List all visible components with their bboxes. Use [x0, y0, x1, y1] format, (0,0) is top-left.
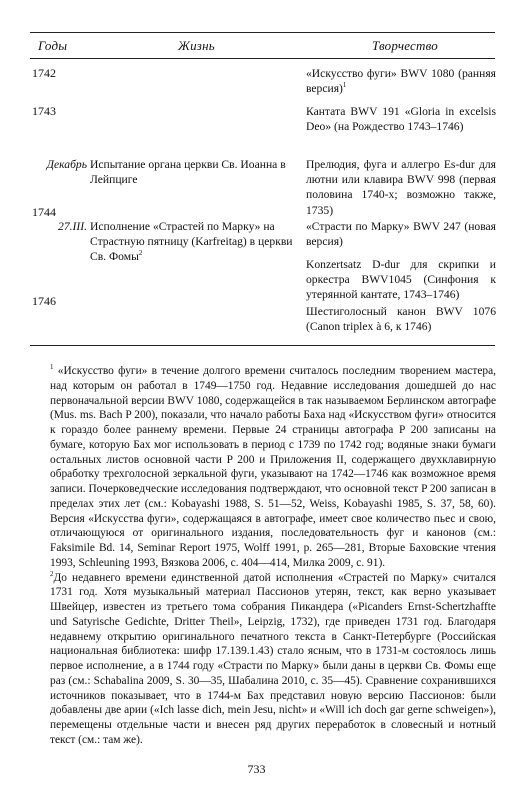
footnotes: [50, 364, 496, 748]
year-1742: 1742: [32, 66, 56, 80]
work-konzertsatz: Konzertsatz D-dur для скрипки и оркестра BWV1045 (Синфония к утерянной кантате, 1743–1746): [306, 258, 496, 302]
life-march: Исполнение «Страстей по Марку» на Страстную пятницу (Karfreitag) в церкви Св. Фомы$^2$: [90, 220, 293, 264]
work-1743: Кантата BWV 191 «Gloria in excelsis Deo» (на Рождество 1743–1746): [306, 105, 496, 134]
header-years: Годы: [38, 38, 68, 53]
date-march: 27.III.: [58, 220, 87, 233]
page-number: 733: [247, 762, 266, 776]
header-works: Творчество: [372, 38, 438, 53]
life-december: Испытание органа церкви Св. Иоанна в Лейпциге: [90, 158, 286, 187]
bottom-rule: [30, 345, 495, 346]
year-1743: 1743: [32, 104, 56, 118]
footnote-2: $^2$До недавнего времени единственной датой исполнения «Страстей по Марку» считался 1731 год. Хотя музыкальный материал Пассионов утерян, текст, как верно указывает Швейцер, известен из третьего тома собрания Пикандера («Picanders Ernst-Schertzhaffte und Satyrische Gedichte, Dritter Theil», Leipzig, 1732), где приведен 1731 год. Благодаря недавнему открытию оригинального печатного текста в Санкт-Петербурге (Российская национальная библиотека: шифр 17.139.1.43) стало ясным, что в 1731-м состоялось лишь первое исполнение, а в 1744 году «Страсти по Марку» были даны в церкви Св. Фомы еще раз (см.: Schabalina 2009, S. 30—35, Шабалина 2010, с. 35—45). Сравнение сохранившихся источников показывает, что в 1744-м Бах представил новую версию Пассионов: были добавлены две арии («Ich lasse dich, mein Jesu, nicht» и «Will ich doch gar gerne schweigen»), перемещены отдельные части и внесен ряд других переработок в словесный и нотный текст (см.: там же).: [50, 569, 496, 746]
work-march: «Страсти по Марку» BWV 247 (новая версия): [306, 220, 496, 249]
year-1746: 1746: [32, 294, 56, 308]
footnote-1: $^1$ «Искусство фуги» в течение долгого времени считалось последним творением мастера, над которым он работал в 1749—1750 год. Недавние исследования дошедшей до нас первоначальной версии BWV 1080, содержащейся в так называемом Берлинском автографе (Mus. ms. Bach P 200), показали, что начало работы Баха над «Искусством фуги» относится к гораздо более раннему времени. Первые 24 страницы автографа P 200 записаны на бумаге, которую Бах мог использовать в период с 1739 по 1742 год; водяные знаки бумаги остальных листов основной части P 200 и Приложения II, содержащего двухклавирную обработку трехголосной зеркальной фуги, указывают на 1742—1746 как возможное время записи. Почерковедческие исследования подтверждают, что основной текст P 200 записан в пределах этих лет (см.: Kobayashi 1988, S. 51—52, Weiss, Kobayashi 1985, S. 37, 58, 60). Версия «Искусства фуги», содержащаяся в автографе, имеет свое количество пьес и свою, отличающуюся от оригинального издания, последовательность фуг и канонов (см.: Faksimile Bd. 14, Seminar Report 1975, Wolff 1991, p. 265—281, Вторые Баховские чтения 1993, Schleuning 1993, Вязкова 2006, с. 404—414, Милка 2009, с. 91).: [50, 363, 496, 569]
date-december: Декабрь: [46, 158, 87, 171]
header-rule: [30, 58, 495, 59]
header-life: Жизнь: [178, 38, 215, 53]
work-1742: «Искусство фуги» BWV 1080 (ранняя версия)$^1$: [306, 67, 496, 96]
work-1746: Шестиголосный канон BWV 1076 (Canon triplex à 6, к 1746): [306, 305, 496, 334]
top-rule: [30, 32, 495, 33]
work-december: Прелюдия, фуга и аллегро Es-dur для лютни или клавира BWV 998 (первая половина 1740-х; возможно также, 1735): [306, 158, 496, 217]
year-1744: 1744: [32, 205, 56, 219]
